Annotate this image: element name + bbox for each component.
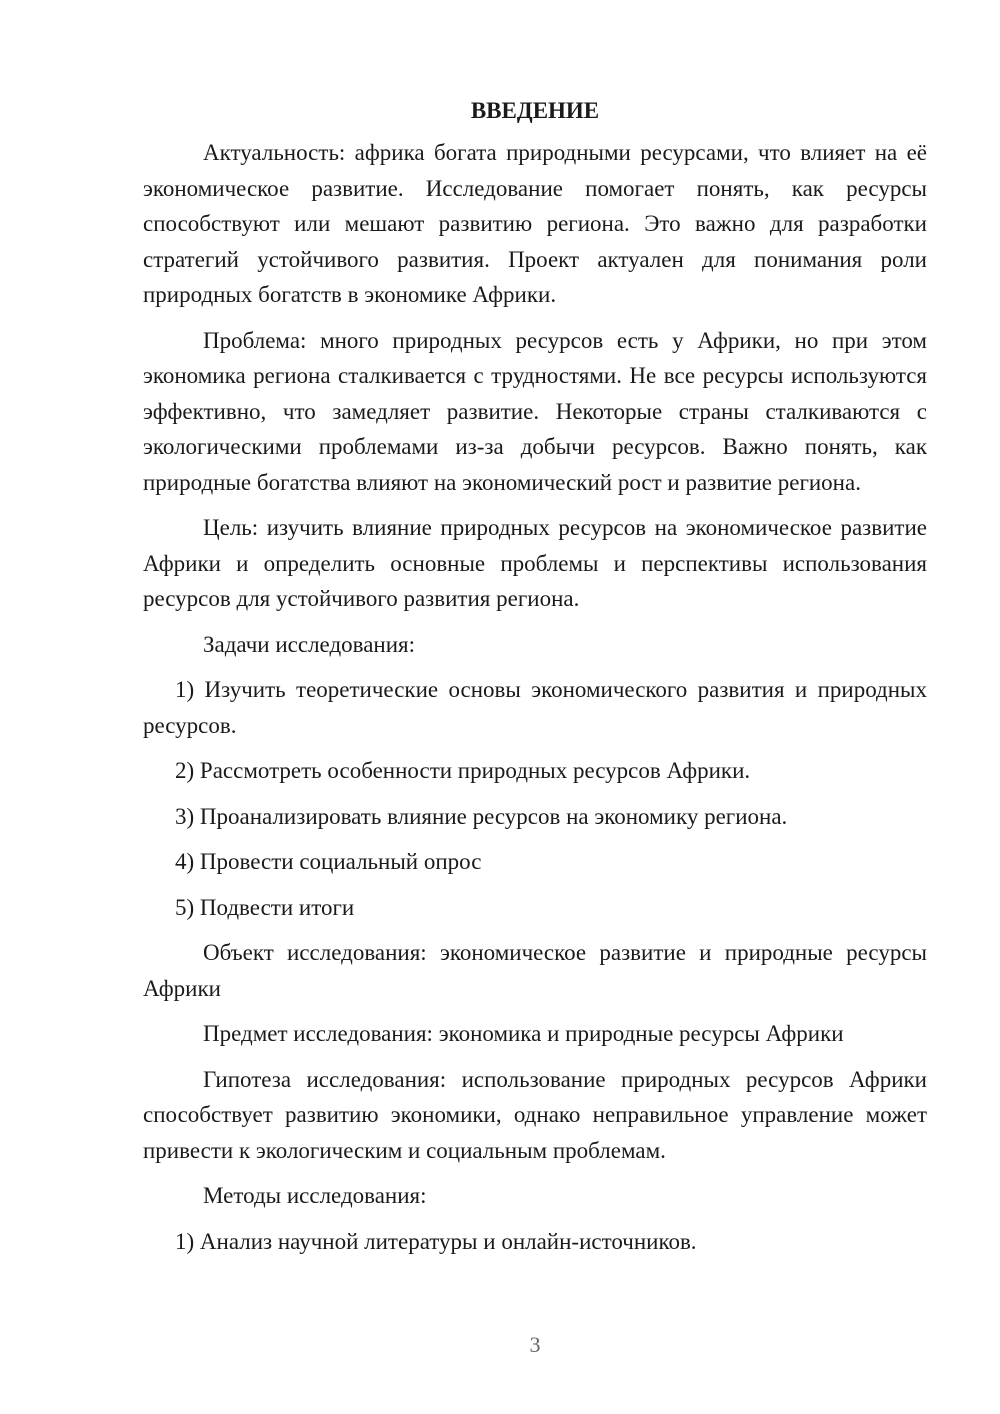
methods-heading: Методы исследования: [203,1183,427,1208]
goal-paragraph: Цель: изучить влияние природных ресурсов на экономическое развитие Африки и определить основные проблемы и перспективы использования ресурсов для устойчивого развития региона. [143,515,927,611]
page-number: 3 [529,1332,541,1357]
task-item-4: 4) Провести социальный опрос [175,849,482,874]
object-paragraph: Объект исследования: экономическое развитие и природные ресурсы Африки [143,940,927,1001]
document-page [143,96,927,1269]
relevance-paragraph: Актуальность: африка богата природными ресурсами, что влияет на её экономическое развитие. Исследование помогает понять, как ресурсы способствуют или мешают развитию региона. Это важно для разработки стратегий устойчивого развития. Проект актуален для понимания роли природных богатств в экономике Африки. [143,140,927,307]
task-item-1: 1) Изучить теоретические основы экономического развития и природных ресурсов. [143,677,927,738]
task-item-5: 5) Подвести итоги [175,894,355,920]
task-item-3: 3) Проанализировать влияние ресурсов на экономику региона. [175,803,788,829]
method-item-1: 1) Анализ научной литературы и онлайн-источников. [175,1228,697,1254]
tasks-heading: Задачи исследования: [203,631,416,657]
subject-paragraph: Предмет исследования: экономика и природные ресурсы Африки [203,1021,844,1046]
problem-paragraph: Проблема: много природных ресурсов есть у Африки, но при этом экономика региона сталкивается с трудностями. Не все ресурсы используются эффективно, что замедляет развитие. Некоторые страны сталкиваются с экологическими проблемами из-за добычи ресурсов. Важно понять, как природные богатства влияют на экономический рост и развитие региона. [143,327,927,495]
task-item-2: 2) Рассмотреть особенности природных ресурсов Африки. [175,758,751,783]
section-title: ВВЕДЕНИЕ [470,98,600,123]
hypothesis-paragraph: Гипотеза исследования: использование природных ресурсов Африки способствует развитию экономики, однако неправильное управление может привести к экологическим и социальным проблемам. [143,1066,927,1163]
